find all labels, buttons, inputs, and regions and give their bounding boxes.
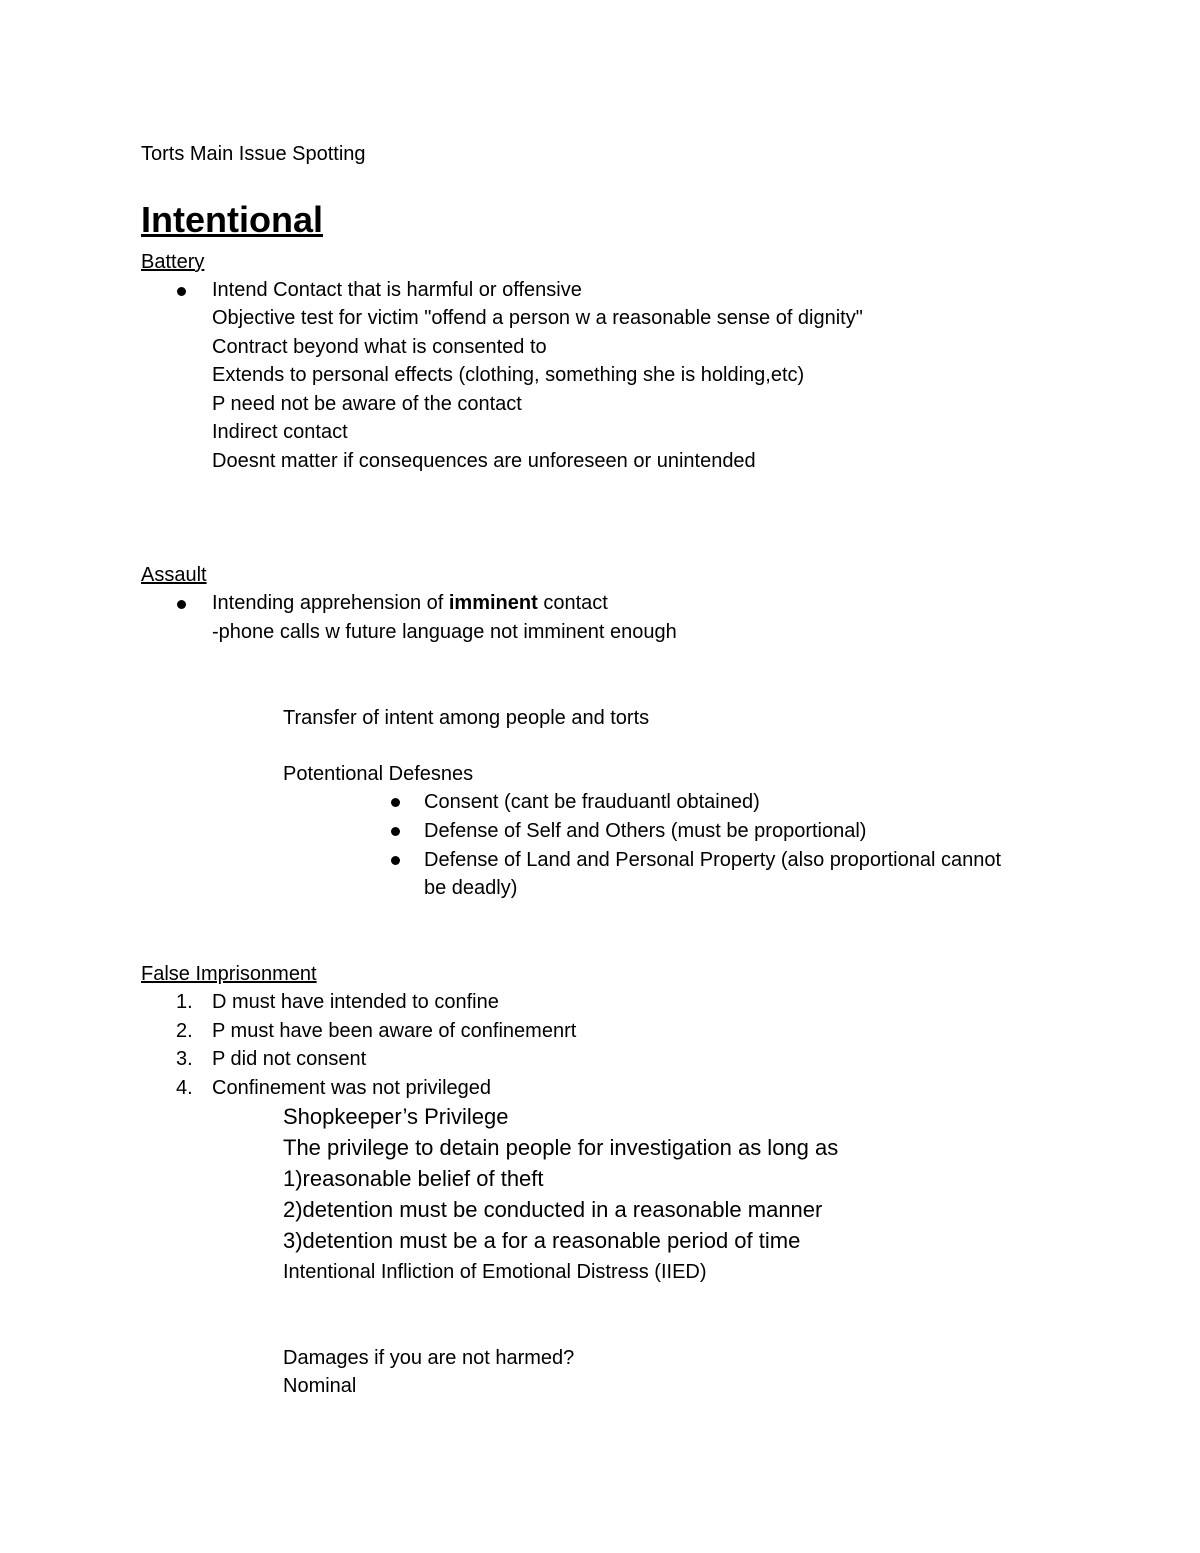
defense-item: Defense of Land and Personal Property (also proportional cannot — [424, 849, 1002, 871]
shopkeeper-line: 1)reasonable belief of theft — [283, 1166, 544, 1191]
bullet-dot — [391, 856, 400, 865]
subheading-false-imprisonment: False Imprisonment — [141, 963, 317, 985]
shopkeeper-privilege-title: Shopkeeper’s Privilege — [283, 1104, 509, 1129]
assault-line: -phone calls w future language not imminent enough — [212, 621, 677, 643]
battery-line: Objective test for victim "offend a person w a reasonable sense of dignity" — [212, 307, 863, 329]
subheading-battery: Battery — [141, 251, 205, 273]
bullet-dot — [177, 600, 186, 609]
transfer-of-intent-text: Transfer of intent among people and torts — [283, 707, 650, 729]
damages-question: Damages if you are not harmed? — [283, 1347, 575, 1369]
defense-item: Consent (cant be frauduantl obtained) — [424, 791, 760, 813]
assault-bullet-text — [212, 591, 608, 615]
false-imprisonment-item: P must have been aware of confinemenrt — [212, 1020, 577, 1042]
damages-answer: Nominal — [283, 1375, 357, 1397]
battery-line: Indirect contact — [212, 421, 348, 443]
bullet-dot — [177, 287, 186, 296]
shopkeeper-line: 3)detention must be a for a reasonable period of time — [283, 1228, 801, 1253]
shopkeeper-line: 2)detention must be conducted in a reasonable manner — [283, 1197, 823, 1222]
battery-bullet-text: Intend Contact that is harmful or offensive — [212, 279, 582, 301]
bullet-dot — [391, 827, 400, 836]
assault-bullet-text-start: Intending apprehension of — [212, 592, 449, 614]
iied-heading: Intentional Infliction of Emotional Distress (IIED) — [283, 1261, 707, 1283]
list-number: 3. — [176, 1048, 193, 1070]
false-imprisonment-item: D must have intended to confine — [212, 991, 499, 1013]
battery-line: P need not be aware of the contact — [212, 393, 522, 415]
battery-line: Doesnt matter if consequences are unforeseen or unintended — [212, 450, 756, 472]
bullet-dot — [391, 798, 400, 807]
shopkeeper-line: The privilege to detain people for investigation as long as — [283, 1135, 839, 1160]
false-imprisonment-item: Confinement was not privileged — [212, 1077, 492, 1099]
battery-line: Extends to personal effects (clothing, something she is holding,etc) — [212, 364, 805, 386]
battery-line: Contract beyond what is consented to — [212, 336, 547, 358]
defenses-label: Potentional Defesnes — [283, 763, 474, 785]
list-number: 2. — [176, 1020, 193, 1042]
assault-emphasis: imminent — [448, 592, 538, 614]
subheading-assault: Assault — [141, 564, 207, 586]
document-title: Torts Main Issue Spotting — [141, 143, 366, 165]
list-number: 4. — [176, 1077, 193, 1099]
section-heading-intentional: Intentional — [141, 199, 323, 240]
list-number: 1. — [176, 991, 193, 1013]
defense-item-continuation: be deadly) — [424, 877, 518, 899]
false-imprisonment-item: P did not consent — [212, 1048, 367, 1070]
defense-item: Defense of Self and Others (must be proportional) — [424, 820, 867, 842]
assault-bullet-text-end: contact — [537, 592, 608, 614]
